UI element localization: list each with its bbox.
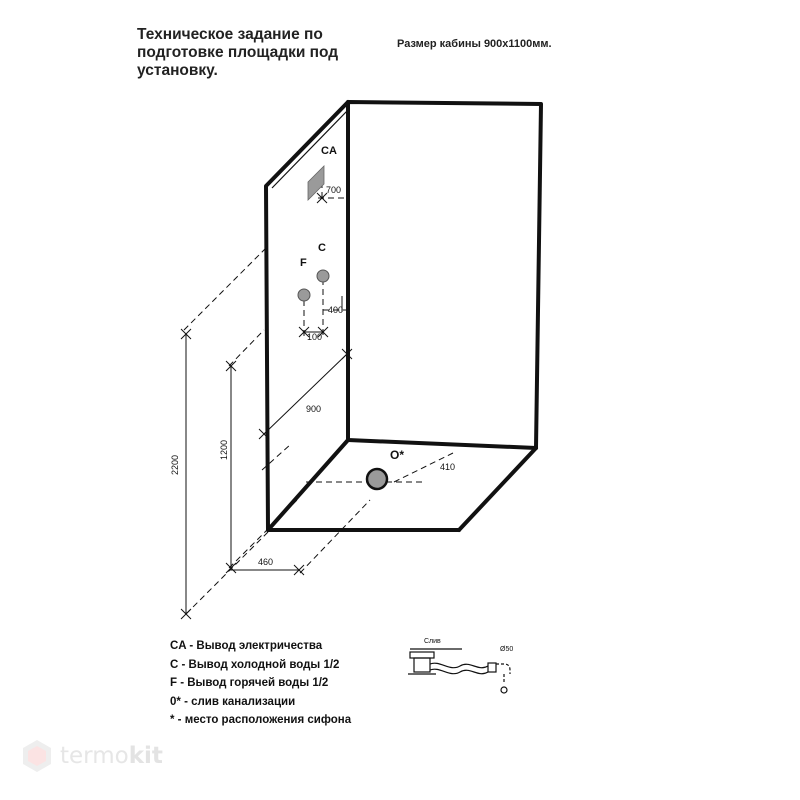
siphon-drain-point [501,687,507,693]
watermark-text-bold: kit [128,743,163,769]
watermark-logo-icon [22,739,52,773]
hot-water-outlet-f [298,289,310,301]
dim-700: 700 [326,185,342,195]
label-o: O* [390,448,405,462]
cold-water-outlet-c [317,270,329,282]
label-ca: CA [321,145,337,157]
dim-900: 900 [306,404,322,414]
floor-right-edge [459,448,536,530]
legend-item-o: 0* - слив канализации [170,695,296,708]
label-f: F [300,257,307,269]
dim-2200: 2200 [170,454,180,475]
dim-400: 400 [328,305,344,315]
watermark-text-light: termo [60,743,129,769]
legend-item-c: C - Вывод холодной воды 1/2 [170,658,340,671]
dim-100: 100 [307,332,323,342]
siphon-label-diameter: Ø50 [500,646,514,653]
page-title: Техническое задание по подготовке площадки под установку. [137,26,339,79]
siphon-label-drain: Слив [424,638,441,645]
cabin-outline [266,102,541,530]
legend-item-siphon: * - место расположения сифона [170,714,352,726]
side-wall-outline [266,102,348,530]
legend-item-ca: CA - Вывод электричества [170,640,323,652]
watermark [22,738,163,774]
label-c: C [318,242,326,254]
dim-460: 460 [258,557,274,567]
legend-item-f: F - Вывод горячей воды 1/2 [170,677,329,689]
dim-410: 410 [440,462,456,472]
drain-outlet-o [367,469,387,489]
front-panel-outline [348,102,541,448]
legend [170,637,351,730]
siphon-sketch [408,638,513,693]
dim-1200: 1200 [219,439,229,460]
cabin-size-note: Размер кабины 900х1100мм. [397,38,552,50]
siphon-body [408,649,510,684]
